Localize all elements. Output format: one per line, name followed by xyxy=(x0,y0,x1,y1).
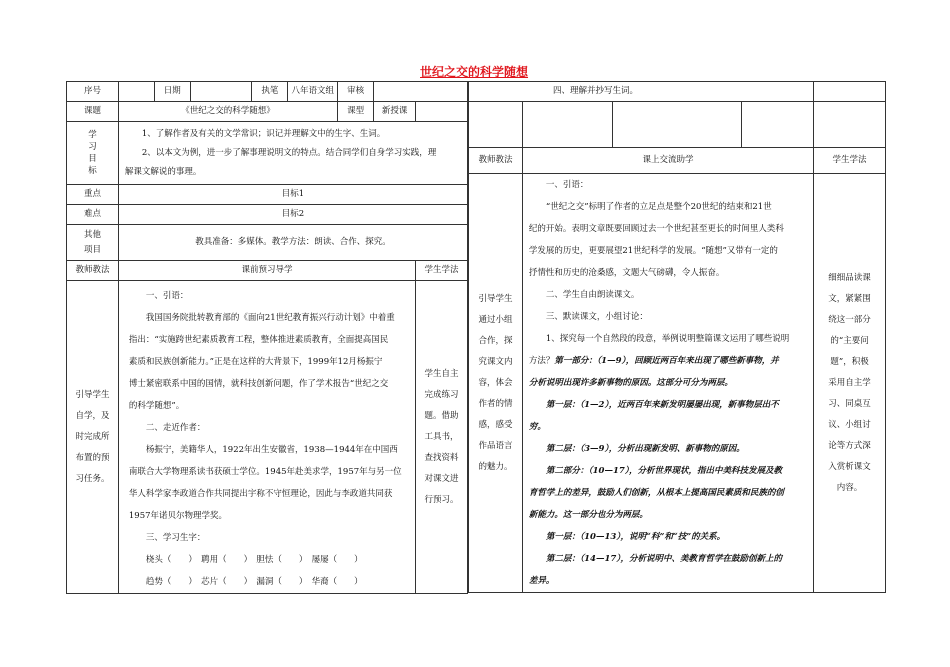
blank-cell xyxy=(469,102,523,148)
left-teacher-method: 引导学生 自学，及 时完成所 布置的预 习任务。 xyxy=(67,281,119,594)
topic-value: 《世纪之交的科学随想》 xyxy=(118,102,337,122)
goals-content: 1、了解作者及有关的文学常识；识记并理解文中的生字、生词。 2、以本文为例，进一步了解事理说明文的特点。结合同学们自身学习实践，理 解课文解说的事理。 xyxy=(118,122,467,185)
left-student-header: 学生学法 xyxy=(416,261,468,281)
right-middle-header: 课上交流助学 xyxy=(522,148,813,174)
goals-label: 学 习 目 标 xyxy=(67,122,119,185)
type-label: 课型 xyxy=(338,102,374,122)
focus-value: 目标1 xyxy=(118,185,467,205)
left-teacher-header: 教师教法 xyxy=(67,261,119,281)
document-title: 世纪之交的科学随想 xyxy=(420,65,529,79)
right-middle-content: 一、引语： “世纪之交”标明了作者的立足点是整个20世纪的结束和21世 纪的开始。表明文章既要回顾过去一个世纪甚至更长的时间里人类科 学发展的历史，更要展望21世纪科学的发展。“随想”又带有一定的 抒情性和历史的沧桑感，文题大气磅礴，令人振奋。 二、学生自由朗读课文。 三、默读课文，小组讨论： 1、探究每一个自然段的段意，举例说明整篇课文运用了哪些说明 方法？第一部分：（1—9），回顾近两百年来出现了哪些新事物，并 分析说明出现许多新事物的原因。这部分可分为两层。 第一层：（1—2），近两百年来新发明屡屡出现，新事物层出不 穷。 第二层：（3—9），分析出现新发明、新事物的原因。 第二部分：（10—17），分析世界现状，指出中美科技发展及教 育哲学上的差异，鼓励人们创新，从根本上提高国民素质和民族的创 新能力。这一部分也分为两层。 第一层：（10—13），说明“科”和“技”的关系。 第二层：（14—17），分析说明中、美教育哲学在鼓励创新上的 差异。 xyxy=(522,174,813,593)
right-teacher-header: 教师教法 xyxy=(469,148,523,174)
topic-label: 课题 xyxy=(67,102,119,122)
left-table xyxy=(66,81,468,594)
right-top-extra xyxy=(814,82,886,102)
author-label: 执笔 xyxy=(252,82,288,102)
type-extra xyxy=(416,102,468,122)
right-teacher-method: 引导学生 通过小组 合作，探 究课文内 容，体会 作者的情 感，感受 作品语言 的魅力。 xyxy=(469,174,523,593)
right-top-text: 四、理解并抄写生词。 xyxy=(469,82,814,102)
right-student-header: 学生学法 xyxy=(814,148,886,174)
review-label: 审核 xyxy=(338,82,374,102)
seq-value xyxy=(118,82,154,102)
blank-cell xyxy=(742,102,814,148)
left-student-method: 学生自主 完成练习 题。借助 工具书， 查找资料 对课文进 行预习。 xyxy=(416,281,468,594)
difficulty-value: 目标2 xyxy=(118,205,467,225)
type-value: 新授课 xyxy=(374,102,416,122)
other-value: 教具准备：多媒体。教学方法：朗读、合作、探究。 xyxy=(118,225,467,261)
blank-cell xyxy=(814,102,886,148)
blank-cell xyxy=(522,102,612,148)
focus-label: 重点 xyxy=(67,185,119,205)
review-value xyxy=(374,82,468,102)
right-table xyxy=(468,81,886,593)
difficulty-label: 难点 xyxy=(67,205,119,225)
left-middle-content: 一、引语： 我国国务院批转教育部的《面向21世纪教育振兴行动计划》中着重 指出：“实施跨世纪素质教育工程，整体推进素质教育，全面提高国民 素质和民族创新能力。”正是在这样的大背景下，1999年12月杨振宁 博士紧密联系中国的国情，就科技创新问题，作了学术报告“世纪之交 的科学随想”。 二、走近作者： 杨振宁，美籍华人，1922年出生安徽省，1938—1944年在中国西 南联合大学物理系读书获硕士学位。1945年赴美求学，1957年与另一位 华人科学家李政道合作共同提出宇称不守恒理论，因此与李政道共同获 1957年诺贝尔物理学奖。 三、学习生字： 桡头（ ） 聘用（ ） 胆怯（ ） 屡屡（ ） 趋势（ ） 芯片（ ） 漏洞（ ） 华裔（ ） xyxy=(118,281,415,594)
blank-cell xyxy=(612,102,742,148)
left-middle-header: 课前预习导学 xyxy=(118,261,415,281)
seq-label: 序号 xyxy=(67,82,119,102)
author-value: 八年语文组 xyxy=(288,82,338,102)
date-label: 日期 xyxy=(154,82,190,102)
other-label: 其他 项目 xyxy=(67,225,119,261)
right-student-method: 细细品读课 文，紧紧围 绕这一部分 的“主要问 题”，积极 采用自主学 习、同桌互 议、小组讨 论等方式深 入赏析课文 内容。 xyxy=(814,174,886,593)
date-value xyxy=(190,82,252,102)
